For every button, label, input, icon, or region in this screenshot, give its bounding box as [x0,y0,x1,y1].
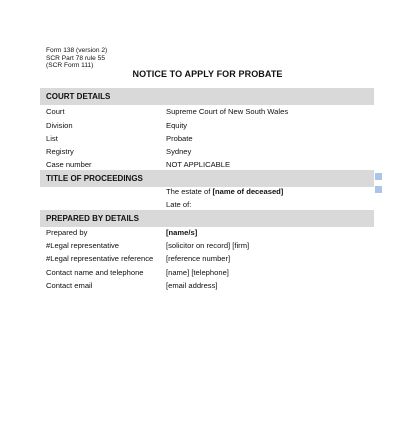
court-value: Supreme Court of New South Wales [166,107,289,116]
form-identifier [46,47,107,70]
estate-prefix: The estate of [166,187,213,196]
deceased-name-placeholder: [name of deceased] [212,187,284,196]
division-value: Equity [166,121,188,130]
selection-marker [375,173,382,180]
prepared-by-label: Prepared by [46,228,88,237]
legal-representative-reference-label: #Legal representative reference [46,254,154,263]
registry-label: Registry [46,147,74,156]
legal-representative-value: [solicitor on record] [firm] [166,241,250,250]
registry-value: Sydney [166,147,192,156]
list-label: List [46,134,58,143]
legal-representative-reference-value: [reference number] [166,254,231,263]
form-scr-number: (SCR Form 111) [46,62,94,70]
contact-name-value: [name] [telephone] [166,268,229,277]
form-rule: SCR Part 78 rule 55 [46,54,106,62]
title-of-proceedings-heading: TITLE OF PROCEEDINGS [40,170,374,187]
contact-email-label: Contact email [46,281,93,290]
case-number-value: NOT APPLICABLE [166,160,231,169]
contact-name-label: Contact name and telephone [46,268,144,277]
document-title: NOTICE TO APPLY FOR PROBATE [132,69,283,79]
court-details-heading: COURT DETAILS [40,88,374,105]
form-number: Form 138 (version 2) [46,47,108,54]
legal-representative-label: #Legal representative [46,241,120,250]
case-number-label: Case number [46,160,92,169]
prepared-by-heading: PREPARED BY DETAILS [40,210,374,227]
court-label: Court [46,107,65,116]
prepared-by-value: [name/s] [166,228,198,237]
selection-marker [375,186,382,193]
list-value: Probate [166,134,193,143]
estate-text [166,187,283,197]
division-label: Division [46,121,73,130]
late-of-label: Late of: [166,200,192,209]
contact-email-value: [email address] [166,281,218,290]
